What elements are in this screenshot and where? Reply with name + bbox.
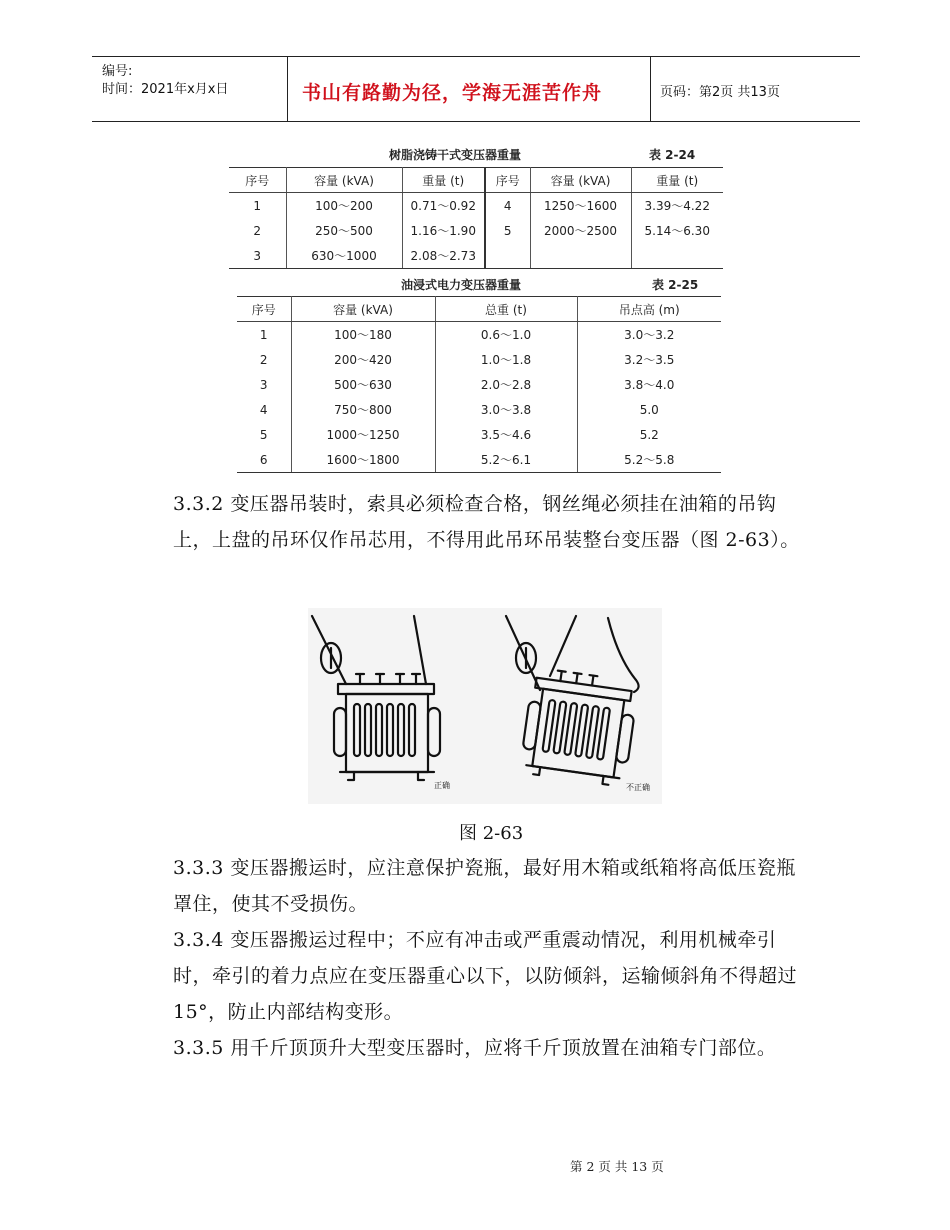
- table-cell: 200～420: [291, 347, 435, 372]
- column-header: 总重 (t): [435, 297, 577, 322]
- table-cell: 1.16～1.90: [402, 218, 485, 243]
- table-cell: 1: [237, 322, 291, 348]
- table-cell: 750～800: [291, 397, 435, 422]
- column-header: 容量 (kVA): [291, 297, 435, 322]
- table-header-row: [229, 168, 723, 193]
- column-header: 重量 (t): [631, 168, 723, 193]
- table-cell: 0.6～1.0: [435, 322, 577, 348]
- column-header: 重量 (t): [402, 168, 485, 193]
- label-incorrect: 不正确: [626, 783, 650, 792]
- table-cell: [530, 243, 631, 269]
- table-cell: 3.5～4.6: [435, 422, 577, 447]
- table-cell: 3: [229, 243, 286, 269]
- table-cell: 1600～1800: [291, 447, 435, 473]
- header-divider-right: [650, 56, 651, 122]
- header-divider-left: [287, 56, 288, 122]
- table-header-row: [237, 297, 721, 322]
- table-cell: 2000～2500: [530, 218, 631, 243]
- table-cell: 250～500: [286, 218, 402, 243]
- table-cell: 1: [229, 193, 286, 219]
- table-2-24-title: 树脂浇铸干式变压器重量: [389, 148, 522, 162]
- table-2-25-grid: [237, 296, 721, 473]
- table-row: [237, 422, 721, 447]
- table-cell: 500～630: [291, 372, 435, 397]
- table-cell: [485, 243, 530, 269]
- table-2-25-number: 表 2-25: [652, 278, 699, 292]
- header-number-label: 编号:: [102, 64, 133, 79]
- table-cell: 3.2～3.5: [624, 353, 675, 367]
- table-cell: 5: [237, 422, 291, 447]
- label-correct: 正确: [434, 781, 450, 790]
- table-cell: 1000～1250: [291, 422, 435, 447]
- table-cell: 2: [229, 218, 286, 243]
- table-cell: 5.2～6.1: [435, 447, 577, 473]
- paragraph-3-3-5: 3.3.5 用千斤顶顶升大型变压器时，应将千斤顶放置在油箱专门部位。: [173, 1037, 777, 1059]
- table-cell: 3: [237, 372, 291, 397]
- header-bottom-rule: [92, 121, 860, 122]
- table-cell: 1.0～1.8: [435, 347, 577, 372]
- figure-2-63: [308, 608, 662, 804]
- footer-page-number: 第 2 页 共 13 页: [570, 1159, 664, 1174]
- paragraph-3-3-4: 3.3.4 变压器搬运过程中；不应有冲击或严重震动情况，利用机械牵引时，牵引的着力点应在变压器重心以下，以防倾斜，运输倾斜角不得超过 15°，防止内部结构变形。: [173, 929, 798, 1023]
- column-header: 容量 (kVA): [530, 168, 631, 193]
- table-row: [237, 447, 721, 473]
- table-cell: 5.2～5.8: [577, 447, 721, 473]
- table-row: [229, 218, 723, 243]
- table-cell: 5.14～6.30: [644, 224, 710, 238]
- table-cell: 100～200: [286, 193, 402, 219]
- table-cell: 2.08～2.73: [402, 243, 485, 269]
- table-cell: [631, 243, 723, 269]
- table-cell: 5.0: [639, 402, 659, 417]
- table-2-24: [229, 141, 723, 269]
- correct-lifting-drawing: [312, 616, 440, 780]
- table-2-25: [237, 272, 721, 473]
- table-cell: 3.8～4.0: [624, 378, 675, 392]
- table-row: [237, 372, 721, 397]
- column-header: 吊点高 (m): [577, 297, 721, 322]
- table-cell: 5.2: [639, 427, 659, 442]
- table-cell: 5: [485, 218, 530, 243]
- table-cell: 0.71～0.92: [402, 193, 485, 219]
- column-header: 序号: [485, 168, 530, 193]
- figure-caption: 图 2-63: [459, 823, 524, 844]
- column-header: 序号: [237, 297, 291, 322]
- table-cell: 3.39～4.22: [644, 199, 710, 213]
- table-cell: 4: [485, 193, 530, 219]
- table-cell: 3.0～3.2: [624, 328, 675, 342]
- table-cell: 3.0～3.8: [435, 397, 577, 422]
- table-row: [237, 347, 721, 372]
- table-cell: 6: [237, 447, 291, 473]
- table-cell: 100～180: [291, 322, 435, 348]
- table-cell: 1250～1600: [530, 193, 631, 219]
- paragraph-3-3-2: 3.3.2 变压器吊装时，索具必须检查合格，钢丝绳必须挂在油箱的吊钩上，上盘的吊环仅作吊芯用，不得用此吊环吊装整台变压器（图 2-63）。: [173, 493, 800, 551]
- column-header: 容量 (kVA): [286, 168, 402, 193]
- table-row: [229, 193, 723, 219]
- table-2-24-grid: [229, 167, 723, 269]
- table-cell: 630～1000: [286, 243, 402, 269]
- header-page-info: 页码：第2页 共13页: [660, 85, 780, 100]
- table-2-24-number: 表 2-24: [649, 148, 696, 162]
- table-row: [237, 322, 721, 348]
- table-row: [237, 397, 721, 422]
- table-2-25-title: 油浸式电力变压器重量: [401, 278, 522, 292]
- table-cell: 4: [237, 397, 291, 422]
- header-time: 时间：2021年x月x日: [102, 82, 229, 97]
- table-cell: 2.0～2.8: [435, 372, 577, 397]
- header-top-rule: [92, 56, 860, 57]
- column-header: 序号: [229, 168, 286, 193]
- paragraph-3-3-3: 3.3.3 变压器搬运时，应注意保护瓷瓶，最好用木箱或纸箱将高低压瓷瓶罩住，使其不受损伤。: [173, 857, 796, 915]
- header-motto: 书山有路勤为径，学海无涯苦作舟: [302, 82, 603, 104]
- table-cell: 2: [237, 347, 291, 372]
- incorrect-lifting-drawing: [506, 616, 639, 787]
- table-row: [229, 243, 723, 269]
- transformer-lifting-illustration: [308, 608, 662, 804]
